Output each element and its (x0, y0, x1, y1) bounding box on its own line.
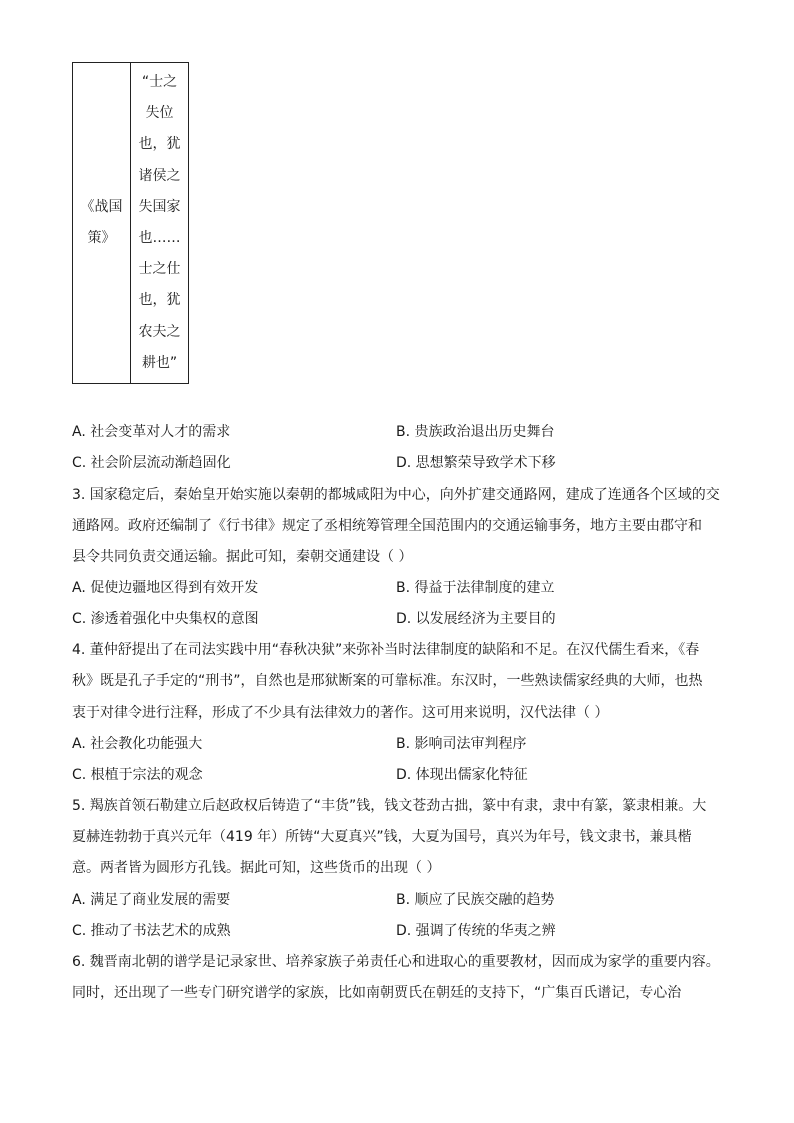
source-quote-cell (131, 63, 189, 384)
q2-option-a: A. 社会变革对人才的需求 (72, 424, 231, 440)
q3-stem-line: 通路网。政府还编制了《行书律》规定了丞相统筹管理全国范围内的交通运输事务，地方主要由郡守和 (72, 518, 702, 534)
q5-stem-line: 夏赫连勃勃于真兴元年（419 年）所铸“大夏真兴”钱，大夏为国号，真兴为年号，钱文隶书，兼具楷 (72, 829, 692, 845)
source-name-line: 《战国 (80, 199, 123, 215)
q6-stem-line: 6. 魏晋南北朝的谱学是记录家世、培养家族子弟责任心和进取心的重要教材，因而成为家学的重要内容。 (72, 954, 720, 970)
quote-line: 诸侯之 (138, 167, 181, 184)
q4-stem-line: 秋》既是孔子手定的“刑书”，自然也是邢狱断案的可靠标准。东汉时，一些熟读儒家经典的大师，也热 (72, 673, 703, 689)
quote-line: 失位 (145, 105, 174, 122)
q4-option-d: D. 体现出儒家化特征 (396, 767, 528, 783)
q3-stem-line: 县令共同负责交通运输。据此可知，秦朝交通建设（ ） (72, 549, 413, 565)
q3-option-c: C. 渗透着强化中央集权的意图 (72, 611, 259, 627)
quote-line: 农夫之 (138, 323, 181, 340)
q5-option-d: D. 强调了传统的华夷之辨 (396, 923, 556, 939)
q2-option-b: B. 贵族政治退出历史舞台 (396, 424, 555, 440)
q5-option-c: C. 推动了书法艺术的成熟 (72, 923, 231, 939)
source-name-cell (73, 63, 131, 384)
q4-option-c: C. 根植于宗法的观念 (72, 767, 203, 783)
q3-option-a: A. 促使边疆地区得到有效开发 (72, 580, 259, 596)
quote-line: 也，犹 (138, 136, 181, 153)
q3-option-d: D. 以发展经济为主要目的 (396, 611, 556, 627)
quote-line: 失国家 (138, 198, 181, 215)
q5-stem-line: 意。两者皆为圆形方孔钱。据此可知，这些货币的出现（ ） (72, 860, 441, 876)
q3-option-b: B. 得益于法律制度的建立 (396, 580, 555, 596)
q5-option-b: B. 顺应了民族交融的趋势 (396, 892, 555, 908)
source-table (72, 62, 189, 384)
q3-stem-line: 3. 国家稳定后，秦始皇开始实施以秦朝的都城咸阳为中心，向外扩建交通路网，建成了连通各个区域的交 (72, 487, 720, 503)
q5-stem-line: 5. 羯族首领石勒建立后赵政权后铸造了“丰货”钱，钱文苍劲古拙，篆中有隶，隶中有篆，篆隶相兼。大 (72, 798, 707, 814)
quote-line: 也…… (138, 230, 181, 246)
quote-line: “士之 (141, 73, 178, 90)
q4-option-b: B. 影响司法审判程序 (396, 736, 527, 752)
q6-stem-line: 同时，还出现了一些专门研究谱学的家族，比如南朝贾氏在朝廷的支持下，“广集百氏谱记，专心治 (72, 985, 682, 1001)
q4-stem-line: 衷于对律令进行注释，形成了不少具有法律效力的著作。这可用来说明，汉代法律（ ） (72, 705, 609, 721)
q4-option-a: A. 社会教化功能强大 (72, 736, 203, 752)
source-name-line: 策》 (87, 230, 116, 246)
q4-stem-line: 4. 董仲舒提出了在司法实践中用“春秋决狱”来弥补当时法律制度的缺陷和不足。在汉代儒生看来，《春 (72, 642, 700, 658)
q2-option-c: C. 社会阶层流动渐趋固化 (72, 455, 231, 471)
quote-line: 耕也” (141, 354, 178, 371)
quote-line: 也，犹 (138, 292, 181, 309)
q5-option-a: A. 满足了商业发展的需要 (72, 892, 231, 908)
q2-option-d: D. 思想繁荣导致学术下移 (396, 455, 556, 471)
quote-line: 士之仕 (138, 261, 181, 278)
